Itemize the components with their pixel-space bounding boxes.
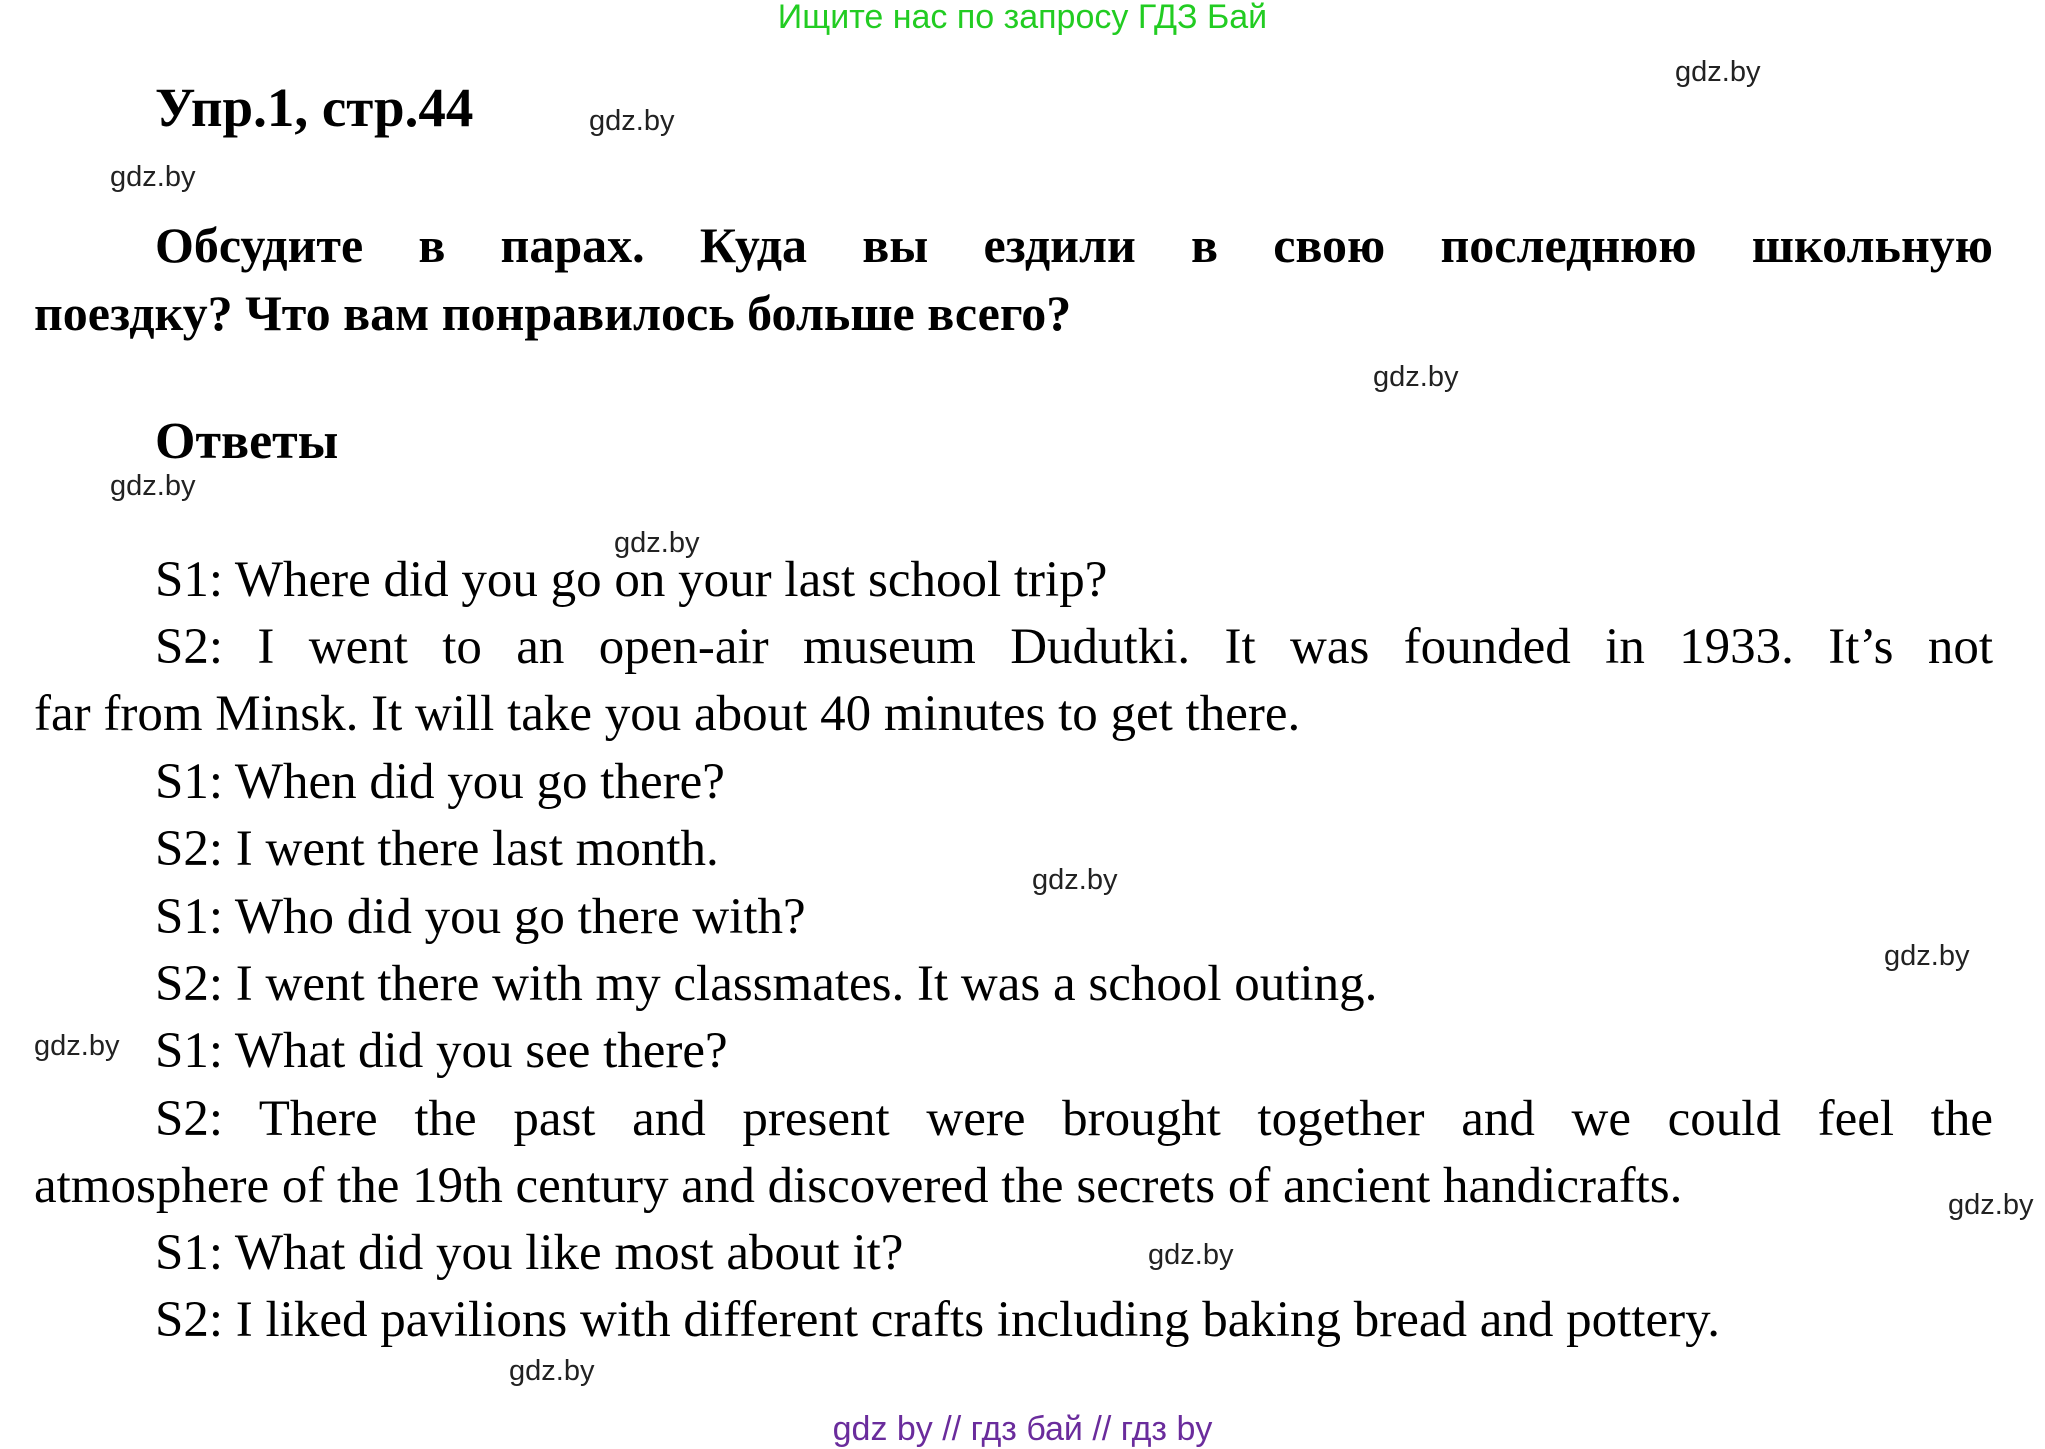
watermark: gdz.by (1373, 361, 1459, 393)
task-text-line-2: поездку? Что вам понравилось больше всего? (34, 285, 1072, 341)
dialogue-line: S1: What did you like most about it? (155, 1225, 904, 1281)
watermark: gdz.by (1948, 1189, 2034, 1221)
watermark: gdz.by (110, 470, 196, 502)
dialogue-line: S1: Who did you go there with? (155, 889, 806, 945)
watermark: gdz.by (614, 527, 700, 559)
watermark: gdz.by (1032, 864, 1118, 896)
dialogue-line: S1: Where did you go on your last school trip? (155, 552, 1108, 608)
dialogue-line: S2: There the past and present were brought together and we could feel the (155, 1091, 1993, 1147)
watermark: gdz.by (1884, 940, 1970, 972)
footer-links: gdz by // гдз бай // гдз by (832, 1410, 1213, 1448)
exercise-heading: Упр.1, стр.44 (155, 77, 474, 138)
dialogue-line: atmosphere of the 19th century and discovered the secrets of ancient handicrafts. (34, 1158, 1683, 1214)
watermark: gdz.by (509, 1355, 595, 1387)
search-hint-banner: Ищите нас по запросу ГДЗ Бай (777, 0, 1268, 36)
answers-title: Ответы (155, 413, 339, 470)
watermark: gdz.by (34, 1030, 120, 1062)
dialogue-line: S2: I went to an open-air museum Dudutki. It was founded in 1933. It’s not (155, 619, 1993, 675)
dialogue-line: S2: I liked pavilions with different crafts including baking bread and pottery. (155, 1292, 1721, 1348)
watermark: gdz.by (1675, 56, 1761, 88)
dialogue-line: S1: When did you go there? (155, 754, 725, 810)
dialogue-line: far from Minsk. It will take you about 40 minutes to get there. (34, 686, 1301, 742)
task-text-line-1: Обсудите в парах. Куда вы ездили в свою последнюю школьную (155, 217, 1993, 273)
watermark: gdz.by (1148, 1239, 1234, 1271)
dialogue-line: S2: I went there last month. (155, 821, 719, 877)
dialogue-line: S1: What did you see there? (155, 1023, 728, 1079)
watermark: gdz.by (589, 105, 675, 137)
dialogue-line: S2: I went there with my classmates. It was a school outing. (155, 956, 1378, 1012)
watermark: gdz.by (110, 161, 196, 193)
